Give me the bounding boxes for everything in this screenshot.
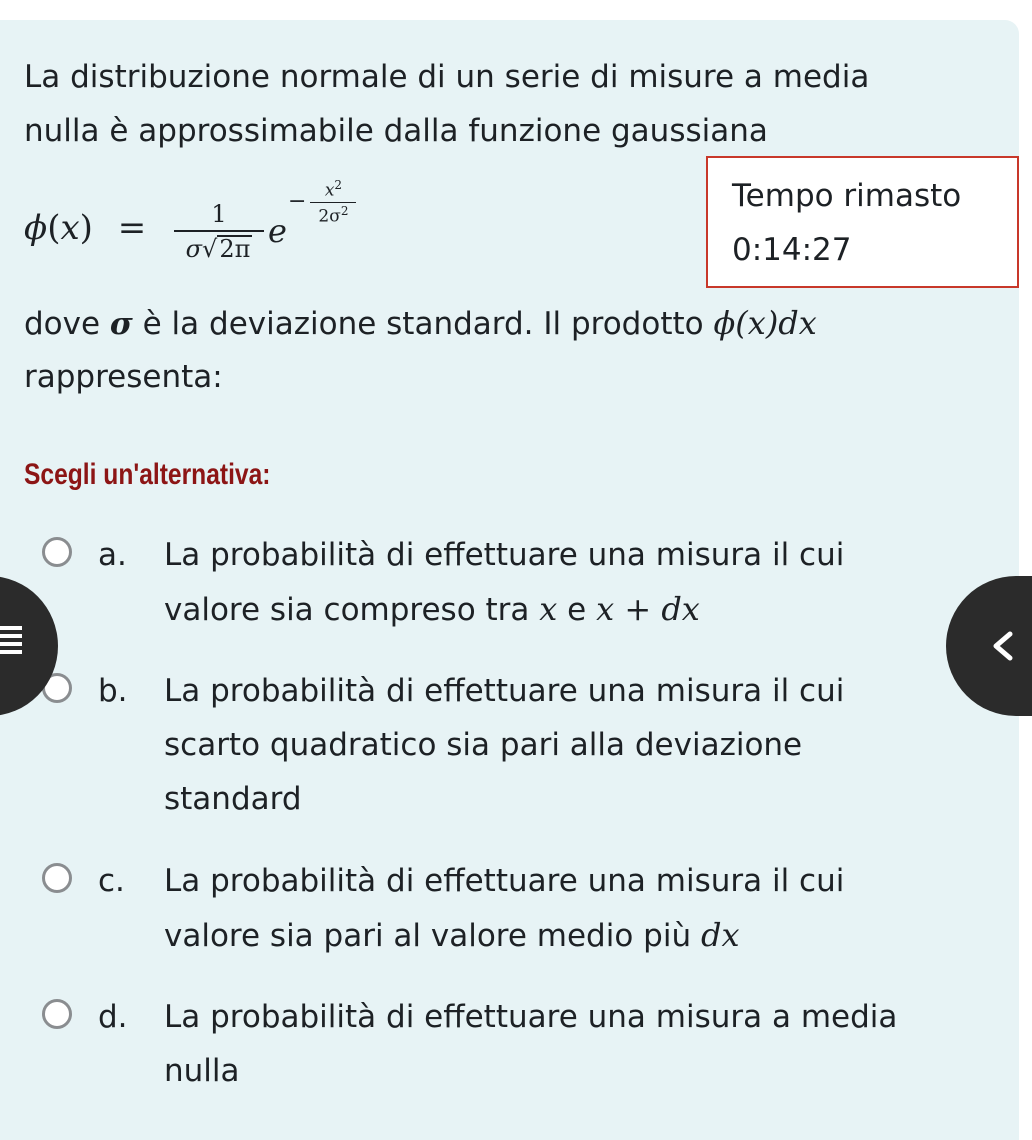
answer-text[interactable]: La probabilità di effettuare una misura il cui valore sia compreso tra x e x + dx [164,537,845,628]
answer-letter: b. [98,673,128,709]
formula-fraction: 1 σ√2π [174,200,264,263]
answer-option-b[interactable] [40,664,1000,826]
formula-exponent: − $x^2$ $2\sigma^2$ [288,178,356,227]
answer-letter: d. [98,999,128,1035]
drawer-menu-icon [0,626,22,658]
radio-d[interactable] [42,999,72,1029]
formula-exp-base: e [268,212,287,250]
answer-text[interactable]: La probabilità di effettuare una misura il cui valore sia pari al valore medio più dx [164,863,845,954]
timer-value: 0:14:27 [732,232,852,268]
chevron-left-icon [986,628,1022,664]
answer-option-c[interactable] [40,854,1000,962]
answer-text[interactable]: La probabilità di effettuare una misura il cui scarto quadratico sia pari alla deviazione standard [164,673,845,817]
radio-c[interactable] [42,863,72,893]
question-line-2: nulla è approssimabile dalla funzione gaussiana [24,113,768,149]
formula-lhs: ϕ(x) = [24,208,147,248]
question-line-1: La distribuzione normale di un serie di misure a media [24,59,870,95]
answer-option-a[interactable] [40,528,1000,636]
answer-letter: a. [98,537,127,573]
question-line-4: rappresenta: [24,359,223,395]
timer-box [706,156,1019,288]
answer-option-d[interactable] [40,990,1000,1098]
question-line-3: dove σ è la deviazione standard. Il prodotto ϕ(x)dx [24,304,817,342]
timer-label: Tempo rimasto [732,178,962,214]
radio-a[interactable] [42,537,72,567]
answer-text[interactable]: La probabilità di effettuare una misura a media nulla [164,999,898,1089]
choose-prompt: Scegli un'alternativa: [24,458,271,491]
answer-letter: c. [98,863,125,899]
gaussian-formula [24,178,444,288]
